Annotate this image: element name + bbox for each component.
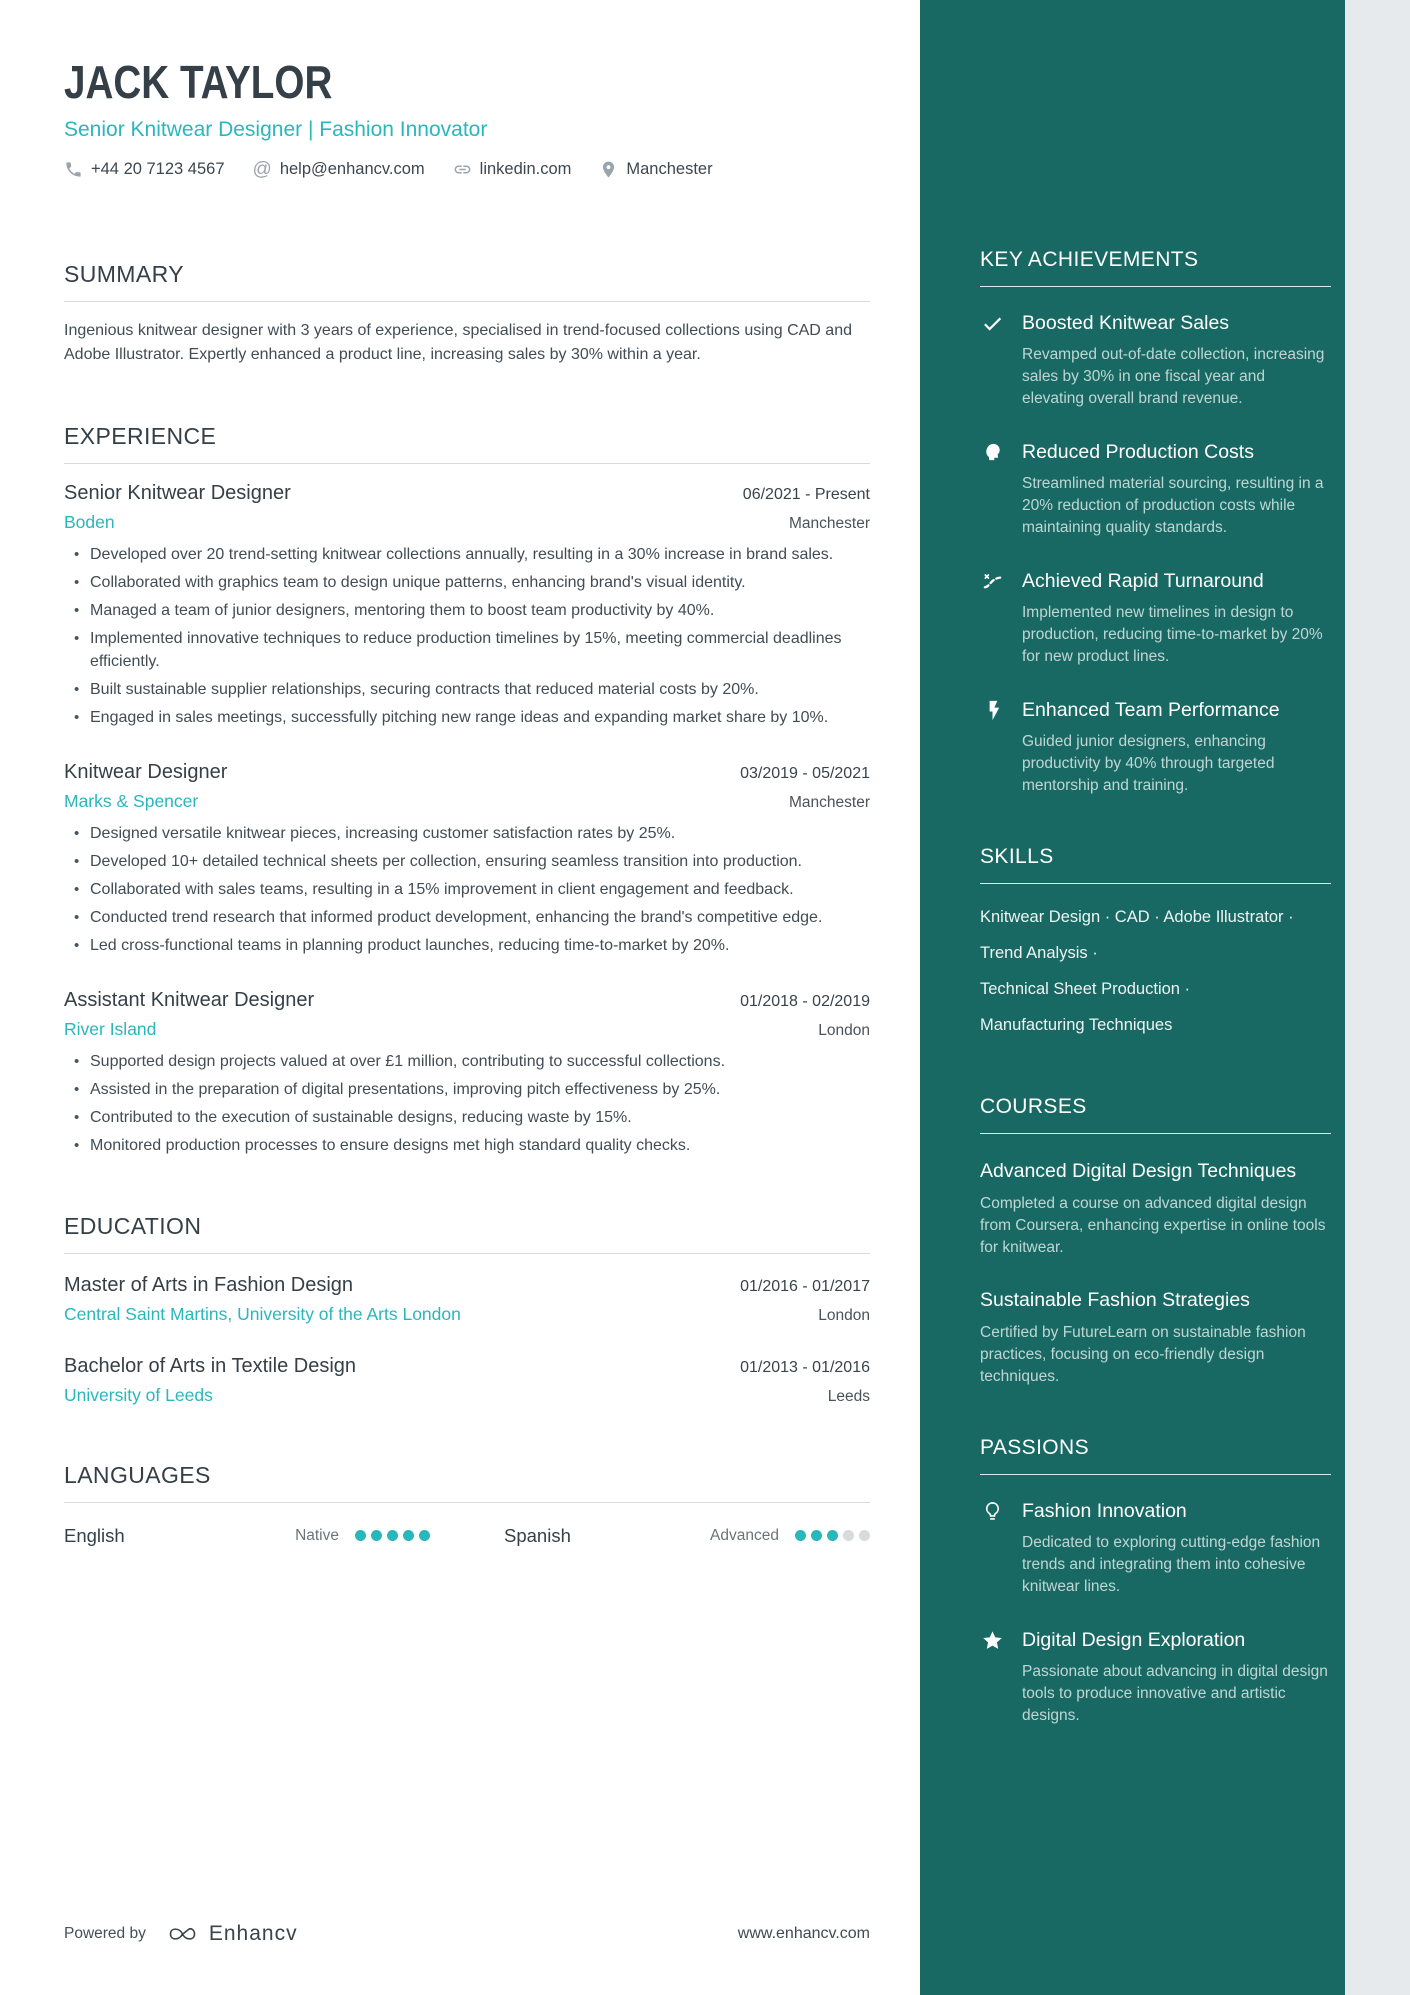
page-footer <box>64 1921 870 1947</box>
contact-email[interactable] <box>253 160 425 179</box>
brand-name: Enhancv <box>208 1922 298 1945</box>
candidate-title: Senior Knitwear Designer | Fashion Innovator <box>64 117 488 141</box>
course-text: Completed a course on advanced digital design from Coursera, enhancing expertise in online tools for knitwear. <box>980 1195 1326 1256</box>
skill-line: Trend Analysis · <box>980 944 1098 962</box>
job-bullet-list <box>64 1050 870 1157</box>
bullet-item: • Implemented innovative techniques to reduce production timelines by 15%, meeting commercial deadlines efficiently. <box>90 627 870 673</box>
job-location: Manchester <box>789 514 870 532</box>
experience-entry <box>64 482 870 729</box>
head-icon <box>980 440 1005 539</box>
achievement-text: Implemented new timelines in design to production, reducing time-to-market by 20% for new product lines. <box>1022 604 1323 665</box>
achievement-text: Guided junior designers, enhancing productivity by 40% through targeted mentorship and training. <box>1022 733 1275 794</box>
passions-section <box>980 1436 1331 1727</box>
degree-title: Bachelor of Arts in Textile Design <box>64 1354 357 1377</box>
education-dates: 01/2016 - 01/2017 <box>740 1277 870 1295</box>
footer-website[interactable]: www.enhancv.com <box>737 1925 870 1942</box>
bullet-item: • Conducted trend research that informed product development, enhancing the brand's competitive edge. <box>90 906 870 929</box>
skill-line: Manufacturing Techniques <box>980 1016 1173 1034</box>
level-dot-filled <box>403 1530 414 1541</box>
contact-website[interactable] <box>453 160 572 179</box>
job-dates: 03/2019 - 05/2021 <box>740 764 870 782</box>
achievement-text: Revamped out-of-date collection, increasing sales by 30% in one fiscal year and elevating overall brand revenue. <box>1022 346 1325 407</box>
passion-title: Digital Design Exploration <box>1022 1629 1246 1651</box>
level-dot-filled <box>827 1530 838 1541</box>
job-title: Assistant Knitwear Designer <box>64 988 315 1011</box>
courses-section <box>980 1095 1331 1388</box>
language-item <box>504 1525 870 1547</box>
passion-item <box>980 1628 1331 1727</box>
experience-entry <box>64 761 870 957</box>
bullet-item: • Developed 10+ detailed technical sheets per collection, ensuring seamless transition into production. <box>90 850 870 873</box>
job-location: Manchester <box>789 793 870 811</box>
degree-title: Master of Arts in Fashion Design <box>64 1273 354 1296</box>
course-title: Advanced Digital Design Techniques <box>980 1160 1297 1182</box>
passion-item <box>980 1499 1331 1598</box>
contact-phone[interactable] <box>64 160 225 179</box>
job-bullet-list <box>64 822 870 957</box>
bullet-item: • Developed over 20 trend-setting knitwear collections annually, resulting in a 30% increase in brand sales. <box>90 543 870 566</box>
language-level-dots <box>795 1530 870 1541</box>
education-location: Leeds <box>827 1387 870 1405</box>
passion-title: Fashion Innovation <box>1022 1500 1187 1522</box>
language-level-label: Advanced <box>710 1526 779 1544</box>
job-company: River Island <box>64 1018 157 1039</box>
achievement-text: Streamlined material sourcing, resulting in a 20% reduction of production costs while maintaining quality standards. <box>1022 475 1324 536</box>
languages-grid <box>64 1525 870 1547</box>
contact-website-text: linkedin.com <box>479 159 572 178</box>
candidate-name: JACK TAYLOR <box>64 56 333 108</box>
phone-icon <box>64 160 83 179</box>
bullet-item: • Engaged in sales meetings, successfully pitching new range ideas and expanding market share by 10%. <box>90 706 870 729</box>
course-title: Sustainable Fashion Strategies <box>980 1289 1250 1311</box>
skills-heading: SKILLS <box>980 845 1331 884</box>
location-pin-icon <box>599 160 618 179</box>
school-name: University of Leeds <box>64 1384 213 1405</box>
bullet-item: • Contributed to the execution of sustainable designs, reducing waste by 15%. <box>90 1106 870 1129</box>
job-dates: 06/2021 - Present <box>742 485 870 503</box>
bolt-icon <box>980 698 1005 797</box>
level-dot-filled <box>371 1530 382 1541</box>
job-title: Knitwear Designer <box>64 760 228 783</box>
level-dot-empty <box>843 1530 854 1541</box>
passion-text: Passionate about advancing in digital design tools to produce innovative and artistic designs. <box>1022 1663 1328 1724</box>
achievement-item <box>980 569 1331 668</box>
job-title: Senior Knitwear Designer <box>64 481 291 504</box>
dash-icon <box>980 569 1005 668</box>
language-level-dots <box>355 1530 430 1541</box>
experience-heading: EXPERIENCE <box>64 423 870 464</box>
experience-entry <box>64 989 870 1157</box>
courses-heading: COURSES <box>980 1095 1331 1134</box>
summary-heading: SUMMARY <box>64 261 870 302</box>
at-icon: @ <box>252 158 272 180</box>
summary-text: Ingenious knitwear designer with 3 years of experience, specialised in trend-focused collections using CAD and Adobe Illustrator. Expertly enhanced a product line, increasing sales by 30% within a year. <box>64 321 852 363</box>
enhancv-logo-icon <box>166 1921 200 1947</box>
achievement-title: Reduced Production Costs <box>1022 441 1254 463</box>
course-item <box>980 1158 1331 1259</box>
bullet-item: • Collaborated with sales teams, resulting in a 15% improvement in client engagement and feedback. <box>90 878 870 901</box>
languages-section <box>64 1462 870 1547</box>
star-icon <box>980 1628 1005 1727</box>
education-dates: 01/2013 - 01/2016 <box>740 1358 870 1376</box>
language-level-label: Native <box>295 1526 339 1544</box>
school-name: Central Saint Martins, University of the Arts London <box>64 1303 461 1324</box>
summary-section <box>64 261 870 367</box>
language-name: English <box>64 1524 125 1546</box>
bullet-item: • Collaborated with graphics team to design unique patterns, enhancing brand's visual identity. <box>90 571 870 594</box>
language-name: Spanish <box>504 1524 571 1546</box>
bullet-item: • Assisted in the preparation of digital presentations, improving pitch effectiveness by 25%. <box>90 1078 870 1101</box>
contact-location <box>599 160 712 179</box>
education-entry <box>64 1355 870 1406</box>
passions-heading: PASSIONS <box>980 1436 1331 1475</box>
achievement-title: Achieved Rapid Turnaround <box>1022 570 1264 592</box>
skill-line: Technical Sheet Production · <box>980 980 1191 998</box>
achievements-heading: KEY ACHIEVEMENTS <box>980 248 1331 287</box>
bullet-item: • Led cross-functional teams in planning product launches, reducing time-to-market by 20%. <box>90 934 870 957</box>
experience-section <box>64 423 870 1157</box>
education-section <box>64 1213 870 1406</box>
level-dot-filled <box>355 1530 366 1541</box>
achievement-title: Boosted Knitwear Sales <box>1022 312 1230 334</box>
achievement-item <box>980 311 1331 410</box>
education-location: London <box>818 1306 870 1324</box>
course-item <box>980 1287 1331 1388</box>
course-text: Certified by FutureLearn on sustainable fashion practices, focusing on eco-friendly design techniques. <box>980 1324 1306 1385</box>
language-item <box>64 1525 430 1547</box>
education-entry <box>64 1274 870 1325</box>
job-location: London <box>818 1021 870 1039</box>
job-company: Boden <box>64 511 115 532</box>
passion-text: Dedicated to exploring cutting-edge fashion trends and integrating them into cohesive knitwear lines. <box>1022 1534 1321 1595</box>
bullet-item: • Managed a team of junior designers, mentoring them to boost team productivity by 40%. <box>90 599 870 622</box>
powered-by-label: Powered by <box>64 1925 146 1942</box>
job-dates: 01/2018 - 02/2019 <box>740 992 870 1010</box>
check-icon <box>980 311 1005 410</box>
sidebar <box>920 0 1345 1995</box>
contact-row <box>64 160 870 179</box>
level-dot-filled <box>419 1530 430 1541</box>
lightbulb-icon <box>980 1499 1005 1598</box>
skill-line: Knitwear Design · CAD · Adobe Illustrator · <box>980 908 1294 926</box>
level-dot-filled <box>811 1530 822 1541</box>
contact-phone-text: +44 20 7123 4567 <box>91 159 225 178</box>
bullet-item: • Designed versatile knitwear pieces, increasing customer satisfaction rates by 25%. <box>90 822 870 845</box>
achievement-title: Enhanced Team Performance <box>1022 699 1280 721</box>
bullet-item: • Monitored production processes to ensure designs met high standard quality checks. <box>90 1134 870 1157</box>
education-heading: EDUCATION <box>64 1213 870 1254</box>
level-dot-filled <box>387 1530 398 1541</box>
achievement-item <box>980 440 1331 539</box>
job-bullet-list <box>64 543 870 729</box>
achievements-section <box>980 248 1331 797</box>
contact-email-text: help@enhancv.com <box>279 159 425 178</box>
level-dot-empty <box>859 1530 870 1541</box>
bullet-item: • Built sustainable supplier relationships, securing contracts that reduced material costs by 20%. <box>90 678 870 701</box>
bullet-item: • Supported design projects valued at over £1 million, contributing to successful collections. <box>90 1050 870 1073</box>
skills-section <box>980 845 1331 1035</box>
job-company: Marks & Spencer <box>64 790 199 811</box>
level-dot-filled <box>795 1530 806 1541</box>
link-icon <box>453 160 472 179</box>
contact-location-text: Manchester <box>626 159 713 178</box>
achievement-item <box>980 698 1331 797</box>
languages-heading: LANGUAGES <box>64 1462 870 1503</box>
